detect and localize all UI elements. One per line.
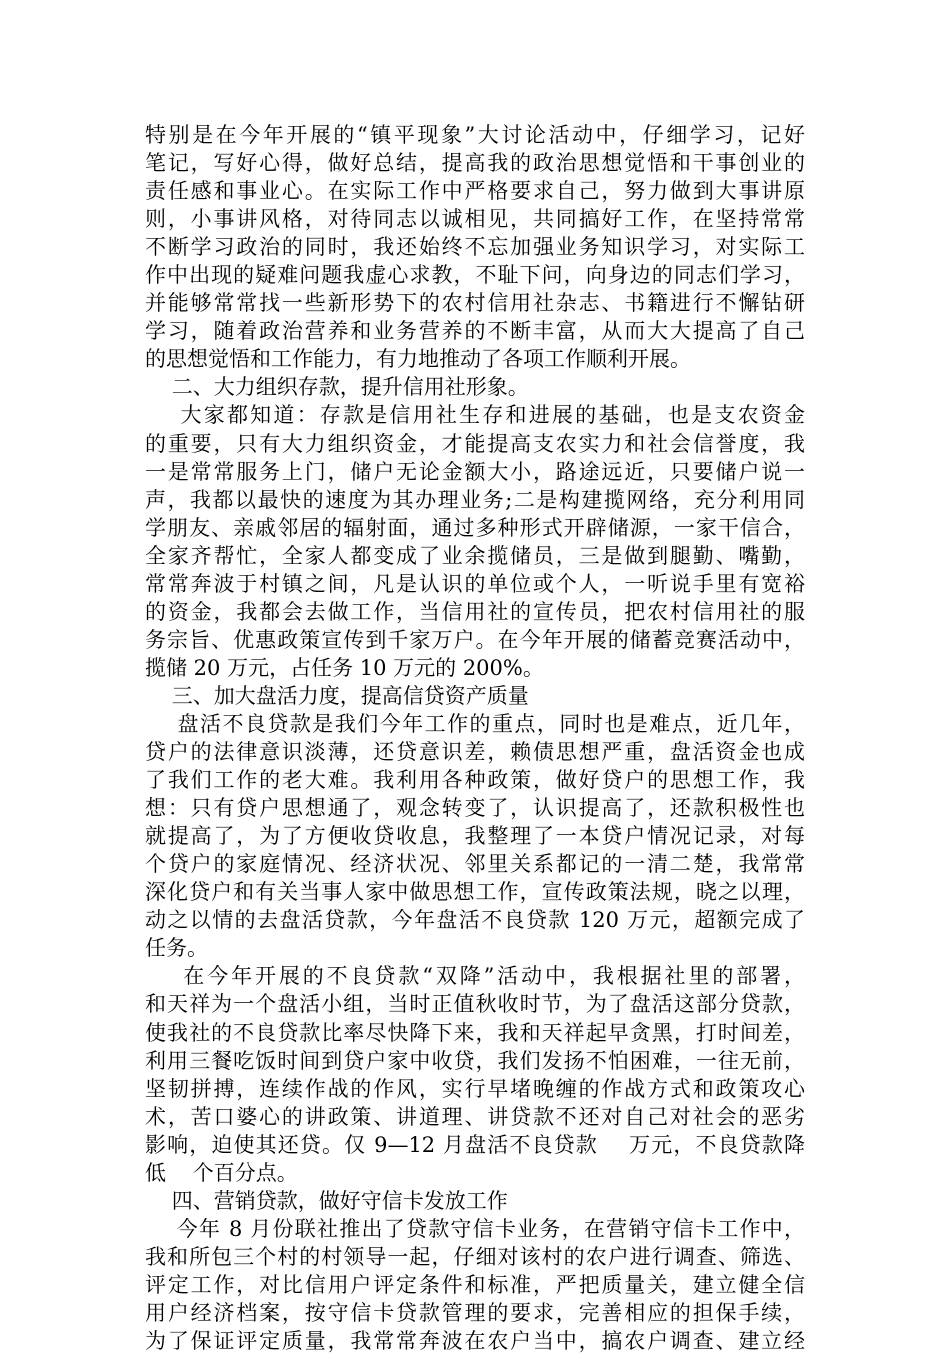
text-line: 笔记，写好心得，做好总结，提高我的政治思想觉悟和干事创业的 xyxy=(145,151,805,176)
text-line: 利用三餐吃饭时间到贷户家中收贷，我们发扬不怕困难，一往无前， xyxy=(145,1048,805,1073)
text-line: 声，我都以最快的速度为其办理业务;二是构建揽网络，充分利用同 xyxy=(145,487,805,512)
text-line: 学朋友、亲戚邻居的辐射面，通过多种形式开辟储源，一家干信合， xyxy=(145,515,805,540)
text-line: 贷户的法律意识淡薄，还贷意识差，赖债思想严重，盘活资金也成 xyxy=(145,740,805,765)
text-line: 今年 8 月份联社推出了贷款守信卡业务，在营销守信卡工作中， xyxy=(145,1216,805,1241)
text-line: 则，小事讲风格，对待同志以诚相见，共同搞好工作，在坚持常常 xyxy=(145,207,805,232)
text-line: 的重要，只有大力组织资金，才能提高支农实力和社会信誉度，我 xyxy=(145,431,805,456)
text-line: 并能够常常找一些新形势下的农村信用社杂志、书籍进行不懈钻研 xyxy=(145,291,805,316)
text-line: 和天祥为一个盘活小组，当时正值秋收时节，为了盘活这部分贷款， xyxy=(145,992,805,1017)
document-body xyxy=(145,121,805,1355)
text-line: 为了保证评定质量，我常常奔波在农户当中，搞农户调查、建立经 xyxy=(145,1329,805,1354)
text-line: 常常奔波于村镇之间，凡是认识的单位或个人，一听说手里有宽裕 xyxy=(145,571,805,596)
text-line: 动之以情的去盘活贷款，今年盘活不良贷款 120 万元，超额完成了 xyxy=(145,908,805,933)
text-line: 特别是在今年开展的“镇平现象”大讨论活动中，仔细学习，记好 xyxy=(145,123,805,147)
text-line: 影响，迫使其还贷。仅 9—12 月盘活不良贷款 万元，不良贷款降 xyxy=(145,1132,805,1157)
text-line: 责任感和事业心。在实际工作中严格要求自己，努力做到大事讲原 xyxy=(145,179,805,204)
text-line: 个贷户的家庭情况、经济状况、邻里关系都记的一清二楚，我常常 xyxy=(145,852,805,877)
text-line: 使我社的不良贷款比率尽快降下来，我和天祥起早贪黑，打时间差， xyxy=(145,1020,805,1045)
text-line: 就提高了，为了方便收贷收息，我整理了一本贷户情况记录，对每 xyxy=(145,824,805,849)
text-line: 全家齐帮忙，全家人都变成了业余揽储员，三是做到腿勤、嘴勤， xyxy=(145,543,805,568)
text-line: 了我们工作的老大难。我利用各种政策，做好贷户的思想工作，我 xyxy=(145,768,805,793)
text-line: 深化贷户和有关当事人家中做思想工作，宣传政策法规，晓之以理， xyxy=(145,880,805,905)
text-line: 一是常常服务上门，储户无论金额大小，路途远近，只要储户说一 xyxy=(145,459,805,484)
section-heading: 二、大力组织存款，提升信用社形象。 xyxy=(145,375,529,400)
text-line: 务宗旨、优惠政策宣传到千家万户。在今年开展的储蓄竞赛活动中， xyxy=(145,627,805,652)
text-line: 不断学习政治的同时，我还始终不忘加强业务知识学习，对实际工 xyxy=(145,235,805,260)
text-line: 大家都知道：存款是信用社生存和进展的基础，也是支农资金 xyxy=(145,403,805,428)
section-heading: 三、加大盘活力度，提高信贷资产质量 xyxy=(145,683,529,708)
text-line: 我和所包三个村的村领导一起，仔细对该村的农户进行调查、筛选、 xyxy=(145,1244,805,1269)
section-heading: 四、营销贷款，做好守信卡发放工作 xyxy=(145,1188,508,1213)
text-line: 任务。 xyxy=(145,936,208,961)
text-line: 低 个百分点。 xyxy=(145,1160,298,1185)
text-line: 作中出现的疑难问题我虚心求教，不耻下问，向身边的同志们学习， xyxy=(145,263,805,288)
text-line: 的思想觉悟和工作能力，有力地推动了各项工作顺利开展。 xyxy=(145,347,691,372)
text-line: 在今年开展的不良贷款“双降”活动中，我根据社里的部署， xyxy=(145,964,805,989)
text-line: 揽储 20 万元，占任务 10 万元的 200%。 xyxy=(145,655,544,680)
text-line: 学习，随着政治营养和业务营养的不断丰富，从而大大提高了自己 xyxy=(145,319,805,344)
text-line: 术，苦口婆心的讲政策、讲道理、讲贷款不还对自己对社会的恶劣 xyxy=(145,1104,805,1129)
text-line: 用户经济档案，按守信卡贷款管理的要求，完善相应的担保手续， xyxy=(145,1300,805,1325)
text-line: 的资金，我都会去做工作，当信用社的宣传员，把农村信用社的服 xyxy=(145,599,805,624)
text-line: 坚韧拼搏，连续作战的作风，实行早堵晚缠的作战方式和政策攻心 xyxy=(145,1076,805,1101)
text-line: 盘活不良贷款是我们今年工作的重点，同时也是难点，近几年， xyxy=(145,711,805,736)
text-line: 想：只有贷户思想通了，观念转变了，认识提高了，还款积极性也 xyxy=(145,796,805,821)
text-line: 评定工作，对比信用户评定条件和标准，严把质量关，建立健全信 xyxy=(145,1272,805,1297)
